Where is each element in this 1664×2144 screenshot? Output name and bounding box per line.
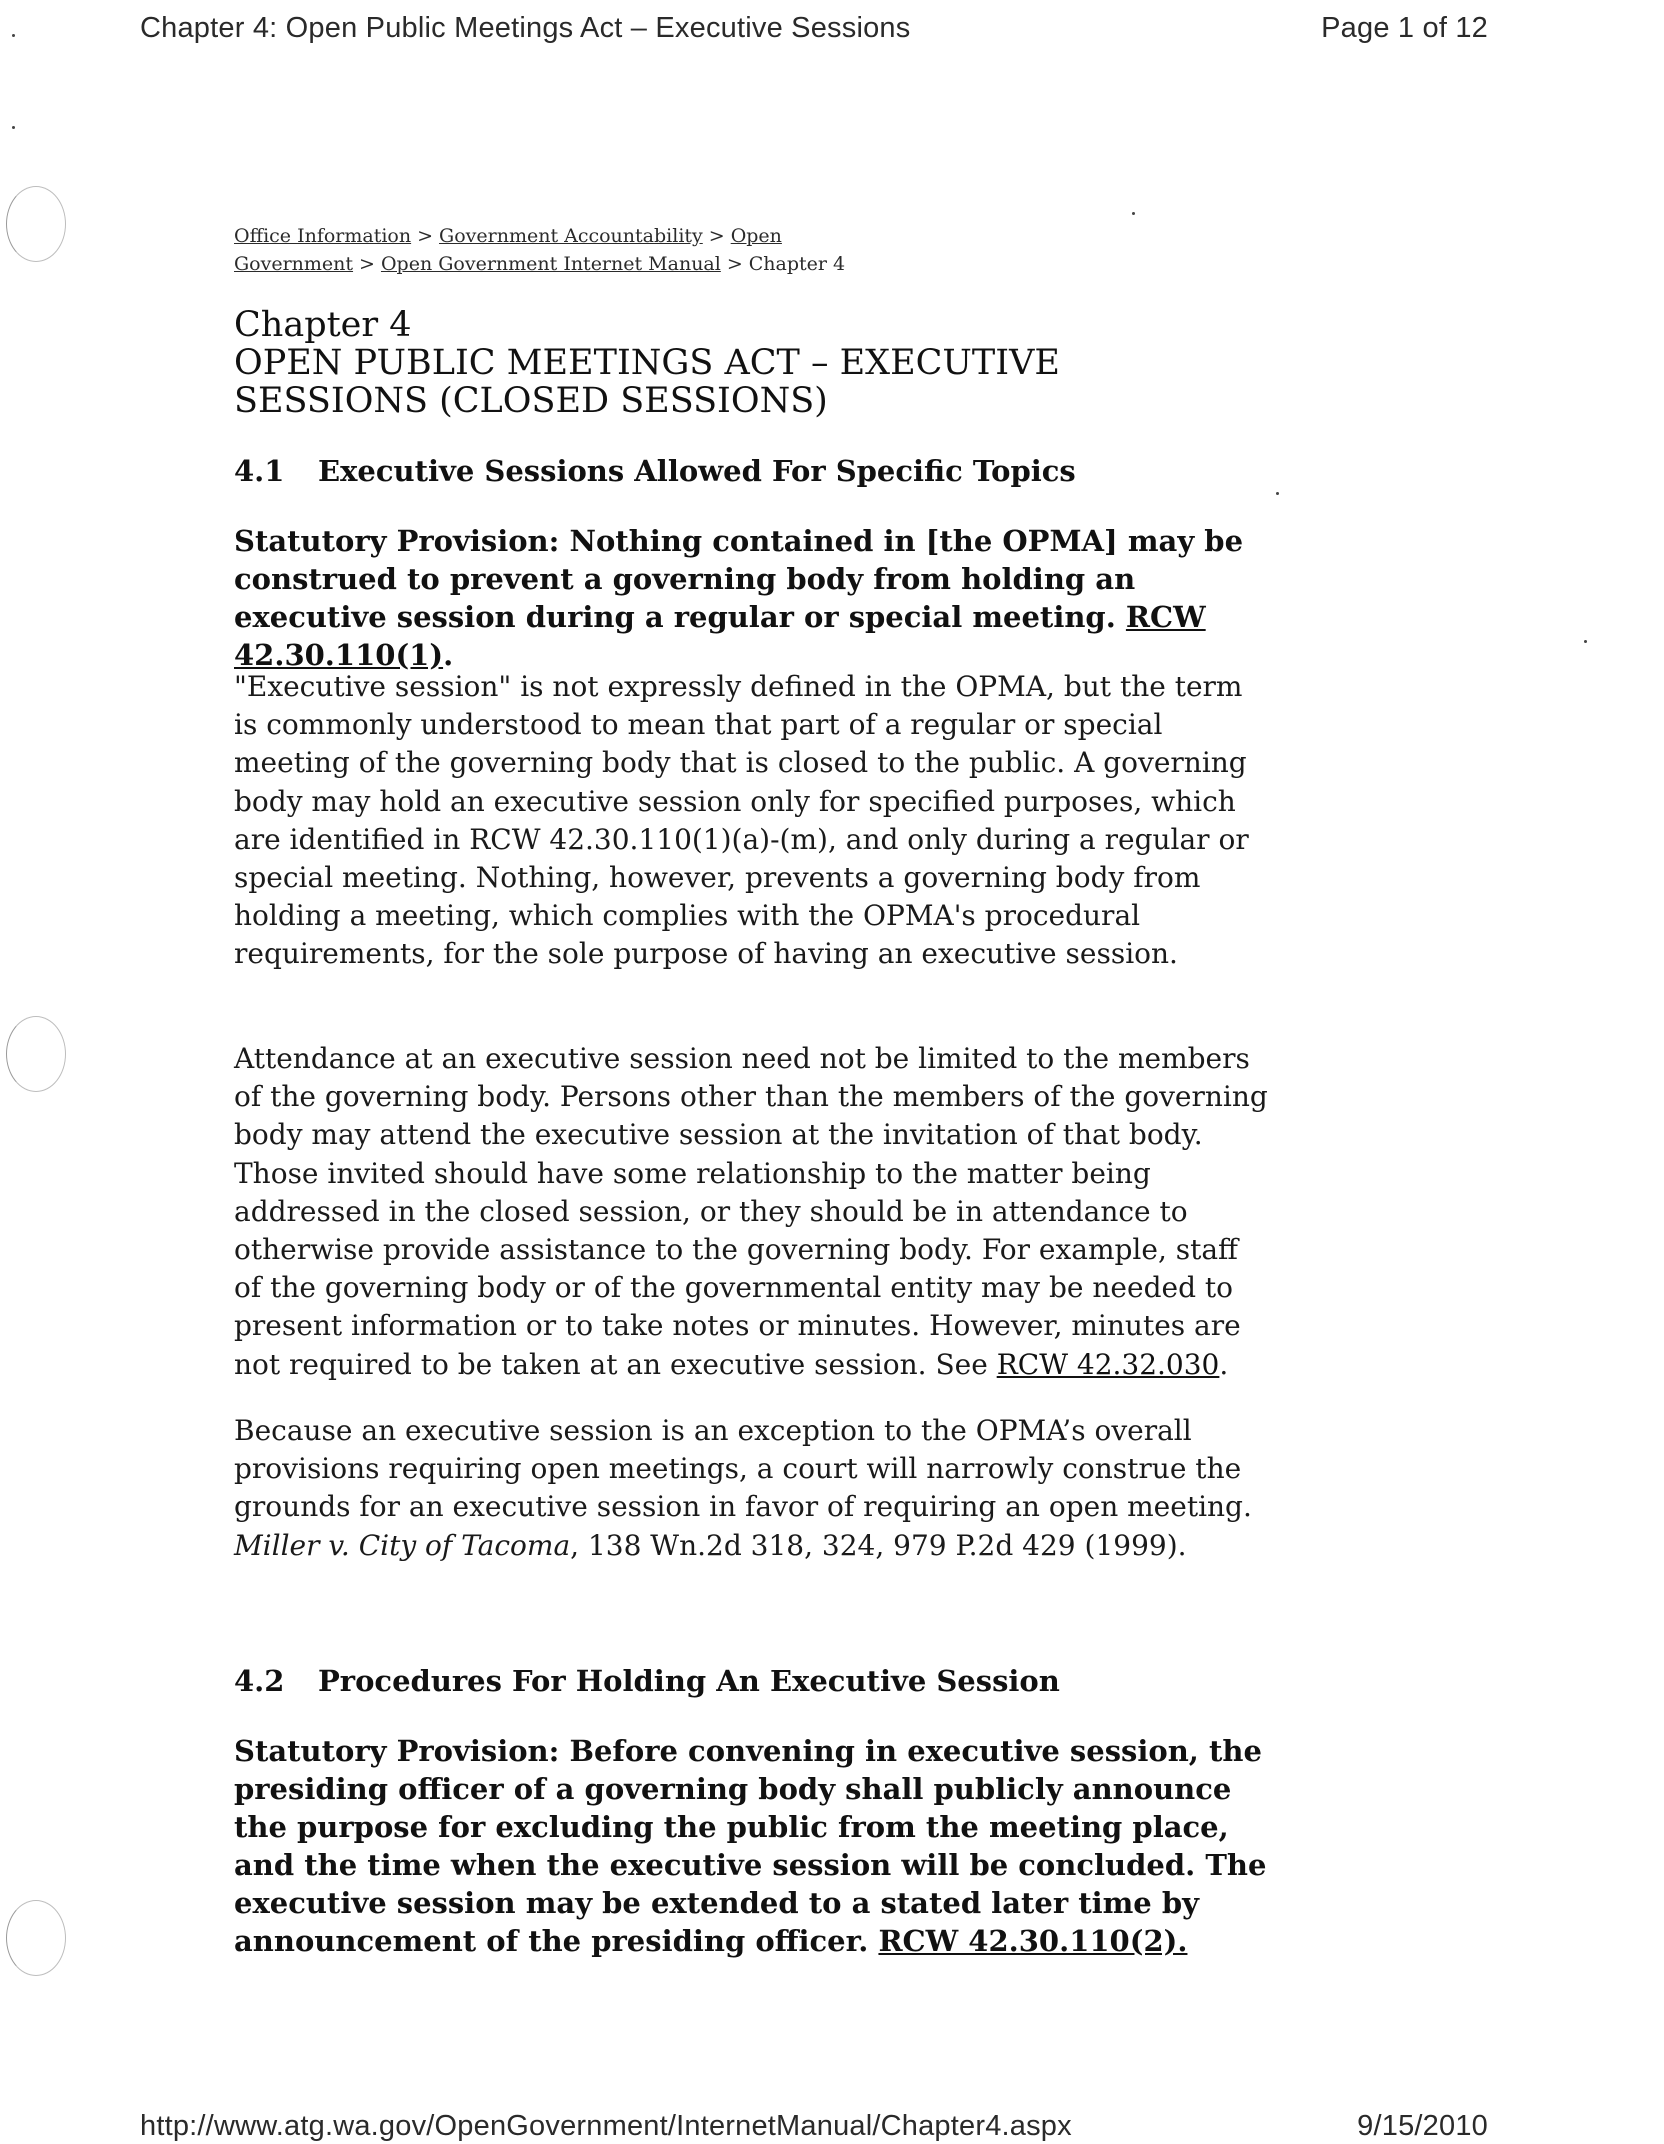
section-number: 4.1: [234, 454, 285, 488]
punch-hole-mark: [6, 1900, 66, 1976]
rcw-42-30-110-2-link[interactable]: RCW 42.30.110(2).: [878, 1924, 1188, 1958]
breadcrumb-separator: >: [708, 225, 725, 247]
rcw-42-30-110-1-link[interactable]: RCW 42.30.110(1): [234, 600, 1206, 672]
chapter-title-line-2: SESSIONS (CLOSED SESSIONS): [234, 381, 828, 421]
punch-hole-mark: [6, 186, 66, 262]
section-heading-4-1: [234, 454, 1076, 488]
rcw-42-32-030-link[interactable]: RCW 42.32.030: [996, 1347, 1220, 1381]
body-paragraph-narrow-construction: [234, 1412, 1274, 1565]
scan-speck: [1132, 212, 1135, 215]
body-paragraph-executive-session-definition: "Executive session" is not expressly defined in the OPMA, but the term is commonly understood to mean that part of a regular or special meeting of the governing body that is closed to the public. A governing body may hold an executive session only for specified purposes, which are identified in RCW 42.30.110(1)(a)-(m), and only during a regular or special meeting. Nothing, however, prevents a governing body from holding a meeting, which complies with the OPMA's procedural requirements, for the sole purpose of having an executive session.: [234, 670, 1249, 971]
paragraph-text: Because an executive session is an exception to the OPMA’s overall provisions requiring open meetings, a court will narrowly construe the grounds for an executive session in favor of requiring an open meeting.: [234, 1414, 1252, 1524]
scan-speck: [12, 126, 15, 129]
case-name: Miller v. City of Tacoma: [234, 1528, 571, 1562]
breadcrumb-separator: >: [726, 253, 743, 275]
section-title: Procedures For Holding An Executive Session: [318, 1664, 1060, 1698]
print-footer-url: http://www.atg.wa.gov/OpenGovernment/InternetManual/Chapter4.aspx: [140, 2110, 1072, 2142]
statutory-provision-4-2: [234, 1732, 1274, 1960]
chapter-number: Chapter 4: [234, 305, 412, 345]
print-footer-date: 9/15/2010: [1357, 2110, 1488, 2142]
scan-speck: [1584, 640, 1587, 643]
breadcrumb-separator: >: [417, 225, 434, 247]
case-citation: , 138 Wn.2d 318, 324, 979 P.2d 429 (1999).: [570, 1528, 1187, 1562]
statute-text: Statutory Provision: Before convening in executive session, the presiding officer of a governing body shall publicly announce the purpose for excluding the public from the meeting place, and the time when the executive session will be concluded. The executive session may be extended to a stated later time by announcement of the presiding officer.: [234, 1734, 1267, 1958]
paragraph-text: Attendance at an executive session need not be limited to the members of the governing body. Persons other than the members of the governing body may attend the executive session at the invitation of that body. Those invited should have some relationship to the matter being addressed in the closed session, or they should be in attendance to otherwise provide assistance to the governing body. For example, staff of the governing body or of the governmental entity may be needed to present information or to take notes or minutes. However, minutes are not required to be taken at an executive session. See: [234, 1042, 1268, 1381]
statutory-provision-4-1: [234, 522, 1274, 674]
body-paragraph-attendance: [234, 1040, 1274, 1384]
print-header-title: Chapter 4: Open Public Meetings Act – Executive Sessions: [140, 12, 911, 44]
breadcrumb-link-internet-manual[interactable]: Open Government Internet Manual: [380, 253, 721, 275]
breadcrumb-current: Chapter 4: [748, 253, 846, 275]
paragraph-period: .: [1219, 1347, 1229, 1381]
breadcrumb-link-open-government[interactable]: Open Government: [234, 225, 782, 275]
scan-speck: [12, 34, 15, 37]
chapter-title: [234, 306, 1234, 420]
punch-hole-mark: [6, 1016, 66, 1092]
breadcrumb: [234, 222, 934, 278]
breadcrumb-link-office-information[interactable]: Office Information: [234, 225, 412, 247]
statute-period: .: [443, 638, 454, 672]
scan-speck: [1276, 492, 1279, 495]
statute-text: Statutory Provision: Nothing contained in [the OPMA] may be construed to prevent a governing body from holding an executive session during a regular or special meeting.: [234, 524, 1244, 634]
chapter-title-line-1: OPEN PUBLIC MEETINGS ACT – EXECUTIVE: [234, 343, 1060, 383]
section-heading-4-2: [234, 1664, 1060, 1698]
section-number: 4.2: [234, 1664, 285, 1698]
breadcrumb-separator: >: [359, 253, 375, 275]
section-title: Executive Sessions Allowed For Specific Topics: [318, 454, 1076, 488]
print-header-page: Page 1 of 12: [1321, 12, 1488, 44]
breadcrumb-link-government-accountability[interactable]: Government Accountability: [439, 225, 703, 247]
